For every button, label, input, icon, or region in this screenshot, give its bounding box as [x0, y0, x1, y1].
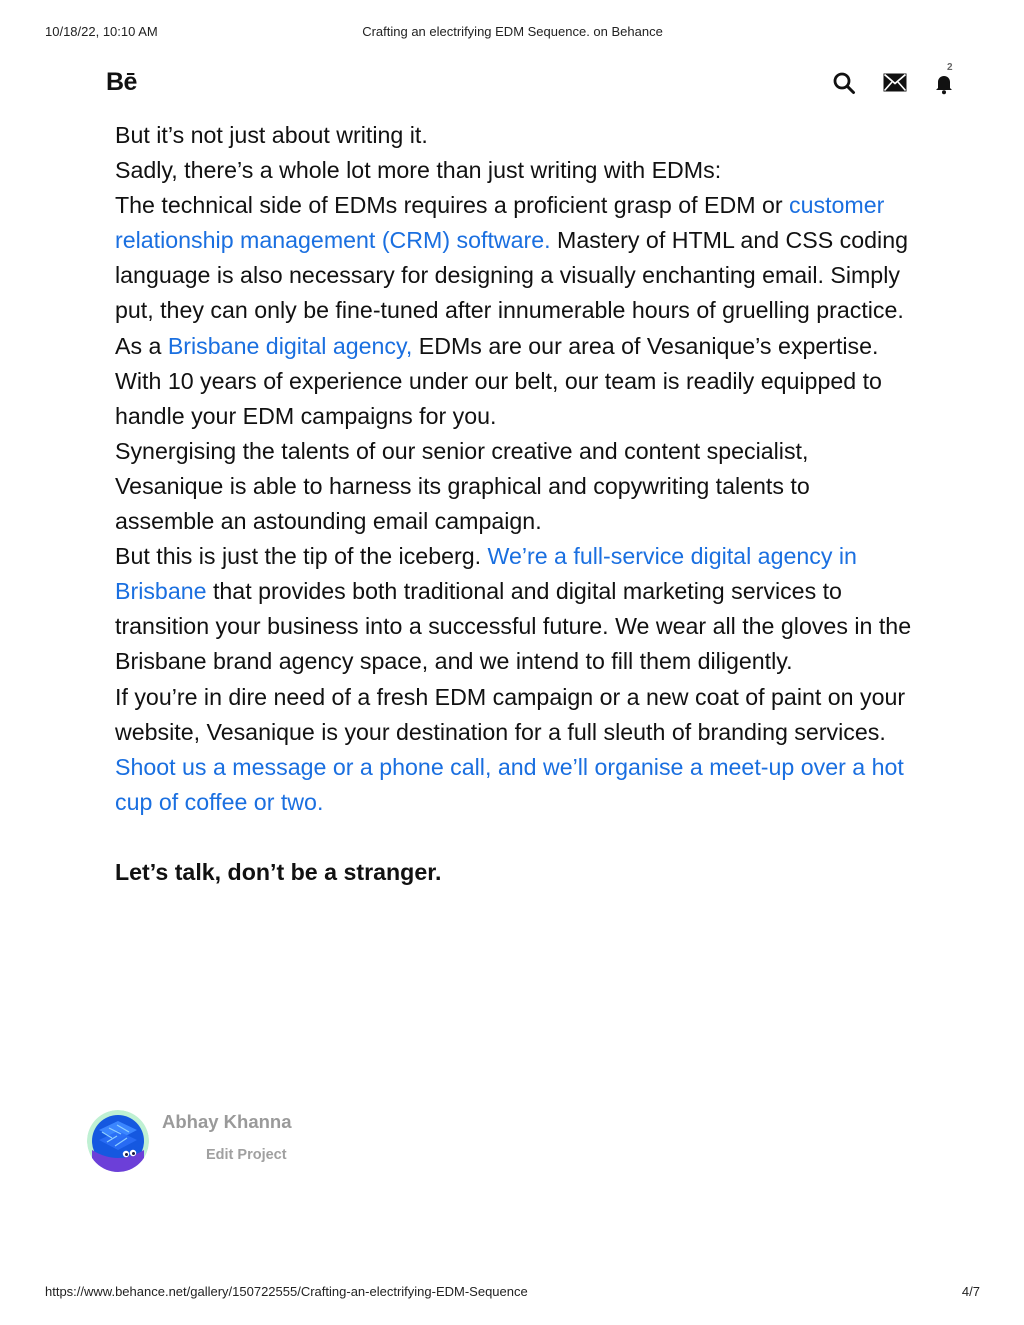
paragraph	[115, 539, 915, 679]
print-datetime: 10/18/22, 10:10 AM	[45, 24, 158, 39]
paragraph: Sadly, there’s a whole lot more than just writing with EDMs:	[115, 157, 722, 184]
paragraph-text: EDMs are our area of Vesanique’s expertise. With 10 years of experience under our belt, our team is readily equipped to handle your EDM campaigns for you.	[115, 332, 882, 429]
paragraph	[115, 750, 915, 820]
closing-statement: Let’s talk, don’t be a stranger.	[115, 858, 442, 885]
behance-logo[interactable]: Bē	[106, 68, 137, 96]
paragraph-text: But this is just the tip of the iceberg.	[115, 543, 488, 570]
top-navigation-bar	[0, 62, 1024, 102]
paragraph-text: that provides both traditional and digital marketing services to transition your business into a successful future. We wear all the gloves in the Brisbane brand agency space, and we intend to fill them diligently.	[115, 578, 912, 675]
avatar[interactable]	[87, 1110, 149, 1172]
mail-icon[interactable]	[883, 73, 907, 92]
full-service-agency-link[interactable]: We’re a full-service digital agency in Brisbane	[115, 543, 857, 605]
author-card	[87, 1110, 407, 1174]
paragraph: But it’s not just about writing it.	[115, 122, 428, 148]
print-page-title: Crafting an electrifying EDM Sequence. on Behance	[362, 24, 663, 39]
contact-us-link[interactable]: Shoot us a message or a phone call, and we’ll organise a meet-up over a hot cup of coffee or two.	[115, 753, 904, 815]
edit-project-link[interactable]: Edit Project	[206, 1147, 287, 1163]
print-header	[45, 24, 980, 40]
print-footer	[45, 1284, 980, 1300]
paragraph-text: As a	[115, 332, 168, 359]
print-page-number: 4/7	[961, 1284, 980, 1299]
paragraph: If you’re in dire need of a fresh EDM campaign or a new coat of paint on your website, Vesanique is your destination for a full sleuth of branding services.	[115, 683, 906, 745]
author-name[interactable]: Abhay Khanna	[162, 1111, 292, 1132]
crm-software-link[interactable]: customer relationship management (CRM) software.	[115, 192, 885, 254]
paragraph	[115, 329, 915, 434]
paragraph	[115, 188, 915, 328]
notification-badge: 2	[947, 62, 953, 73]
article-body	[115, 118, 915, 890]
paragraph-text: Mastery of HTML and CSS coding language is also necessary for designing a visually enchanting email. Simply put, they can only be fine-tuned after innumerable hours of gruelling practice.	[115, 227, 908, 324]
search-icon[interactable]	[832, 71, 856, 95]
paragraph-text: The technical side of EDMs requires a proficient grasp of EDM or	[115, 192, 790, 219]
brisbane-digital-agency-link[interactable]: Brisbane digital agency,	[167, 332, 413, 359]
bell-icon[interactable]	[932, 71, 956, 95]
print-url: https://www.behance.net/gallery/150722555/Crafting-an-electrifying-EDM-Sequence	[45, 1284, 528, 1299]
paragraph: Synergising the talents of our senior creative and content specialist, Vesanique is able to harness its graphical and copywriting talents to assemble an astounding email campaign.	[115, 437, 810, 535]
